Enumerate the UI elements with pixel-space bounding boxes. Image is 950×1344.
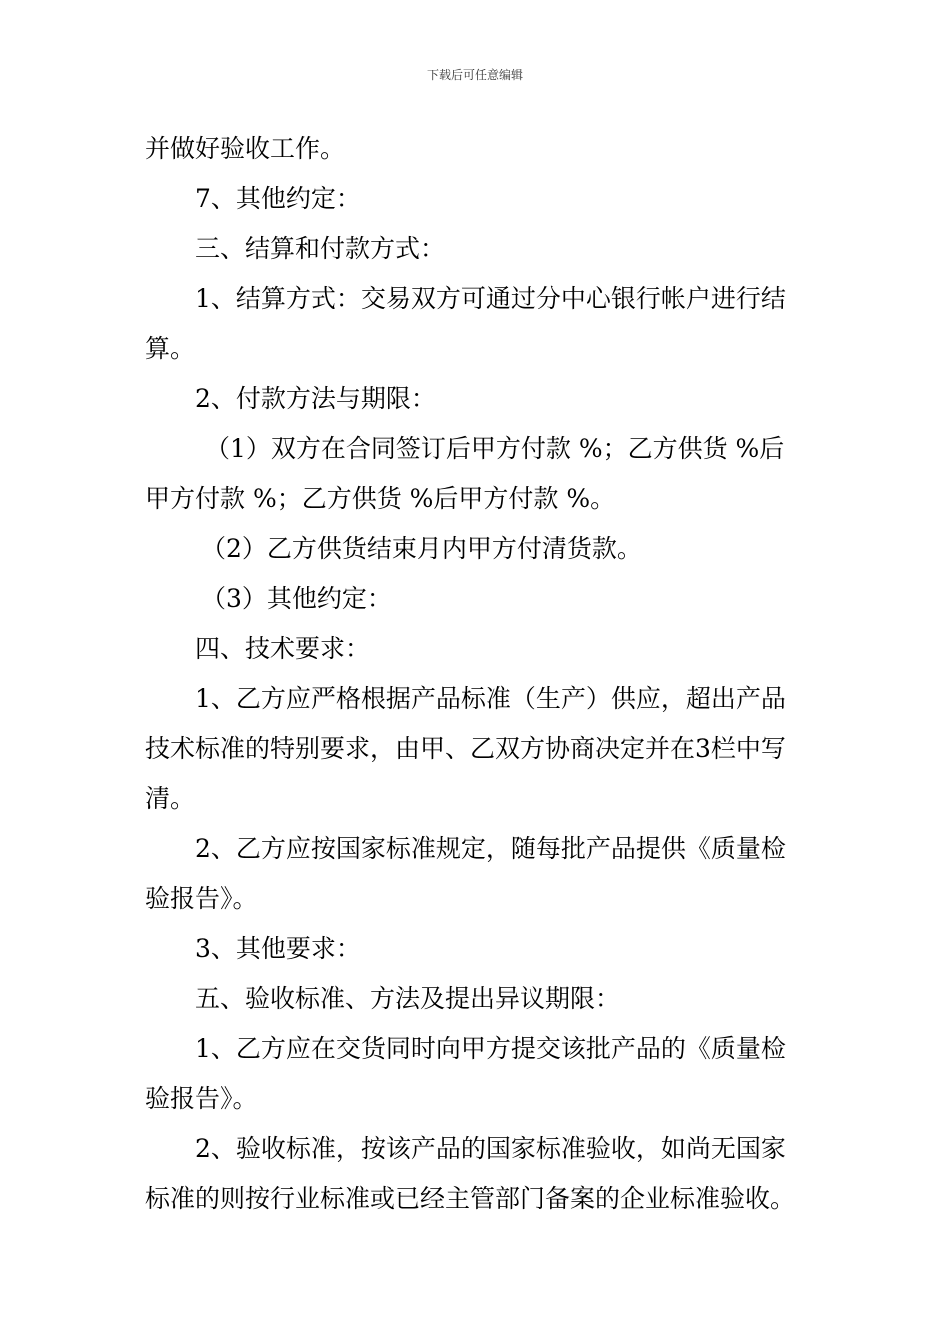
paragraph-line: 1、结算方式：交易双方可通过分中心银行帐户进行结 bbox=[195, 284, 786, 313]
paragraph-line: （3）其他约定： bbox=[201, 584, 392, 613]
paragraph-line: 算。 bbox=[145, 334, 196, 363]
section-heading: 四、技术要求： bbox=[195, 634, 371, 663]
document-body bbox=[145, 124, 810, 1224]
paragraph-line: （1）双方在合同签订后甲方付款 %；乙方供货 %后 bbox=[205, 434, 785, 463]
paragraph-line: 2、乙方应按国家标准规定，随每批产品提供《质量检 bbox=[195, 834, 786, 863]
section-heading: 三、结算和付款方式： bbox=[195, 234, 446, 263]
section-heading: 3、其他要求： bbox=[195, 934, 361, 963]
paragraph-line: 验报告》。 bbox=[145, 884, 258, 913]
paragraph-line: 标准的则按行业标准或已经主管部门备案的企业标准验收。 bbox=[145, 1184, 796, 1213]
paragraph-line: 1、乙方应在交货同时向甲方提交该批产品的《质量检 bbox=[195, 1034, 786, 1063]
paragraph-line: 并做好验收工作。 bbox=[145, 134, 346, 163]
paragraph-line: 清。 bbox=[145, 784, 196, 813]
paragraph-line: 2、验收标准，按该产品的国家标准验收，如尚无国家 bbox=[195, 1134, 786, 1163]
paragraph-line: 甲方付款 %；乙方供货 %后甲方付款 %。 bbox=[145, 484, 616, 513]
paragraph-line: （2）乙方供货结束月内甲方付清货款。 bbox=[201, 534, 642, 563]
paragraph-line: 1、乙方应严格根据产品标准（生产）供应，超出产品 bbox=[195, 684, 786, 713]
paragraph-line: 技术标准的特别要求，由甲、乙双方协商决定并在3栏中写 bbox=[145, 734, 786, 763]
section-heading: 2、付款方法与期限： bbox=[195, 384, 436, 413]
section-heading: 五、验收标准、方法及提出异议期限： bbox=[195, 984, 621, 1013]
section-heading: 7、其他约定： bbox=[195, 184, 361, 213]
page-header: 下载后可任意编辑 bbox=[426, 68, 523, 82]
paragraph-line: 验报告》。 bbox=[145, 1084, 258, 1113]
